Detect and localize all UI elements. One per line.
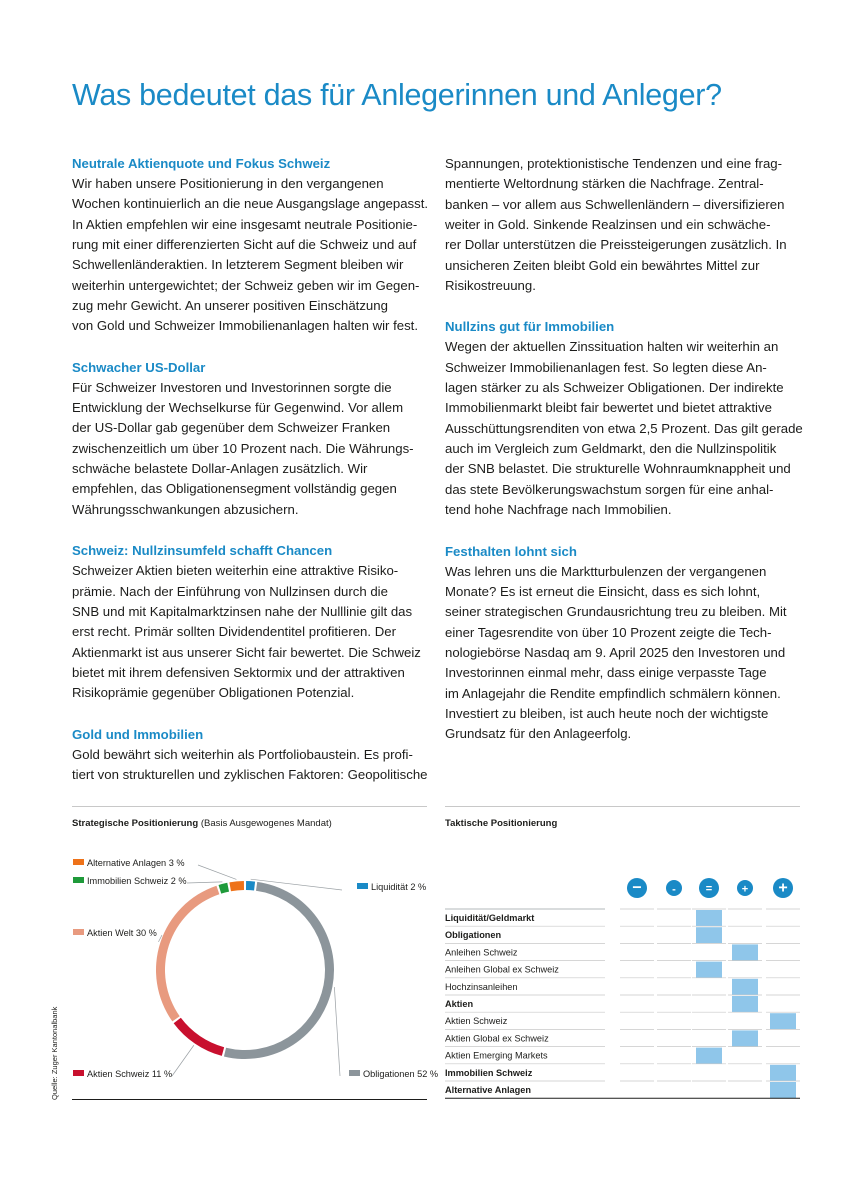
donut-slice-liquidität-2 [246, 881, 255, 891]
section-paragraph [72, 745, 432, 786]
paragraph-line: Spannungen, protektionistische Tendenzen und eine frag- [445, 156, 783, 171]
legend-swatch-alternative-anlagen-3 [73, 859, 84, 865]
page-title: Was bedeutet das für Anlegerinnen und Anleger? [72, 78, 722, 112]
position-cell-liquidität-geldmarkt [696, 910, 722, 926]
legend-swatch-aktien-welt-30 [73, 929, 84, 935]
paragraph-line: auch im Vergleich zum Geldmarkt, den die Nullzinspolitik [445, 441, 777, 457]
row-label-alternative-anlagen: Alternative Anlagen [445, 1085, 531, 1095]
row-label-aktien: Aktien [445, 999, 474, 1009]
scale-icon-symbol-1: - [672, 883, 676, 896]
section-heading: Schweiz: Nullzinsumfeld schafft Chancen [72, 543, 333, 559]
paragraph-line: rung mit einer differenzierten Sicht auf die Schweiz und auf [72, 237, 417, 253]
right-section-1 [445, 317, 805, 520]
paragraph-line: Was lehren uns die Marktturbulenzen der vergangenen [445, 563, 767, 579]
legend-swatch-liquidität-2 [357, 883, 368, 889]
paragraph-line: im Anlagejahr die Rendite empfindlich schmälern können. [445, 685, 781, 701]
legend-label-immobilien-schweiz-2: Immobilien Schweiz 2 % [87, 876, 187, 886]
donut-slice-aktien-schweiz-11 [174, 1018, 225, 1056]
paragraph-line: Investorinnen einmal mehr, dass einige verpasste Tage [445, 665, 767, 681]
paragraph-line: weiterhin untergewichtet; der Schweiz geben wir im Gegen- [72, 277, 420, 293]
position-cell-aktien [732, 996, 758, 1012]
paragraph-line: Monate? Es ist erneut die Einsicht, dass es sich lohnt, [445, 583, 761, 599]
legend-label-liquidität-2: Liquidität 2 % [371, 882, 427, 892]
legend-label-alternative-anlagen-3: Alternative Anlagen 3 % [87, 858, 185, 868]
position-cell-hochzinsanleihen [732, 979, 758, 995]
row-label-aktien-emerging-markets: Aktien Emerging Markets [445, 1050, 548, 1061]
paragraph-line: Immobilienmarkt bleibt fair bewertet und bietet attraktive [445, 400, 772, 416]
position-cell-immobilien-schweiz [770, 1065, 796, 1081]
paragraph-line: Schweizer Aktien bieten weiterhin eine attraktive Risiko- [72, 563, 399, 579]
text-column-right [445, 154, 805, 766]
strategic-chart-title [72, 818, 332, 829]
row-label-immobilien-schweiz: Immobilien Schweiz [445, 1067, 533, 1078]
paragraph-line: weiter in Gold. Sinkende Realzinsen und ein schwäche- [445, 217, 771, 233]
tactical-chart-title-main: Taktische Positionierung [445, 818, 558, 829]
paragraph-line: bietet mit ihrem defensiven Sektormix und der attraktiven [72, 664, 405, 680]
row-label-liquidität-geldmarkt: Liquidität/Geldmarkt [445, 913, 535, 923]
leader-line-obligationen-52 [334, 987, 340, 1076]
section-paragraph [445, 562, 805, 745]
paragraph-line: lagen stärker zu als Schweizer Obligationen. Der indirekte [445, 380, 784, 396]
donut-slice-immobilien-schweiz-2 [219, 883, 230, 894]
paragraph-line: zwischenzeitlich um über 10 Prozent nach. Die Währungs- [72, 440, 414, 456]
paragraph-line: SNB und mit Kapitalmarktzinsen nahe der Nulllinie gilt das [72, 603, 413, 619]
paragraph-line: Währungsschwankungen abzusichern. [72, 501, 299, 517]
legend-swatch-obligationen-52 [349, 1070, 360, 1076]
paragraph-line: Ausschüttungsrenditen von etwa 2,5 Prozent. Das gilt gerade [445, 420, 803, 436]
divider-right [445, 806, 800, 807]
text-column-left [72, 154, 432, 806]
donut-slice-aktien-welt-30 [156, 886, 219, 1022]
row-label-hochzinsanleihen: Hochzinsanleihen [445, 981, 518, 992]
paragraph-line: Für Schweizer Investoren und Investorinnen sorgte die [72, 379, 392, 395]
paragraph-line: rer Dollar unterstützen die Preissteigerungen zusätzlich. In [445, 237, 787, 253]
left-section-1 [72, 358, 432, 520]
legend-label-aktien-schweiz-11: Aktien Schweiz 11 % [87, 1069, 173, 1079]
paragraph-line: Aktienmarkt ist aus unserer Sicht fair bewertet. Die Schweiz [72, 644, 421, 660]
row-label-obligationen: Obligationen [445, 930, 502, 941]
paragraph-line: Wir haben unsere Positionierung in den vergangenen [72, 176, 384, 191]
legend-swatch-immobilien-schweiz-2 [73, 877, 84, 883]
paragraph-line: das stete Bevölkerungswachstum sorgen für eine anhal- [445, 481, 774, 497]
section-paragraph [445, 337, 805, 520]
left-section-0 [72, 154, 432, 337]
paragraph-line: empfehlen, das Obligationensegment vollständig gegen [72, 481, 397, 497]
paragraph-line: Schwellenländeraktien. In letzterem Segment bleiben wir [72, 257, 404, 273]
section-heading: Schwacher US-Dollar [72, 359, 206, 375]
donut-slice-alternative-anlagen-3 [229, 881, 244, 891]
paragraph-line: seiner strategischen Grundausrichtung treu zu bleiben. Mit [445, 604, 787, 620]
legend-label-aktien-welt-30: Aktien Welt 30 % [87, 928, 157, 938]
paragraph-line: In Aktien empfehlen wir eine insgesamt neutrale Positionie- [72, 216, 418, 232]
row-label-anleihen-global-ex-schweiz: Anleihen Global ex Schweiz [445, 964, 559, 975]
chart-baseline [72, 1099, 427, 1100]
section-heading: Festhalten lohnt sich [445, 543, 577, 559]
paragraph-line: von Gold und Schweizer Immobilienanlagen halten wir fest. [72, 318, 418, 334]
donut-slice-obligationen-52 [224, 882, 334, 1059]
paragraph-line: Risikostreuung. [445, 278, 536, 294]
left-section-3 [72, 725, 432, 786]
paragraph-line: banken – vor allem aus Schwellenländern – diversifizieren [445, 196, 785, 212]
scale-icon-symbol-0: − [632, 879, 642, 897]
row-label-anleihen-schweiz: Anleihen Schweiz [445, 947, 518, 958]
paragraph-line: Wegen der aktuellen Zinssituation halten wir weiterhin an [445, 339, 779, 355]
paragraph-line: Gold bewährt sich weiterhin als Portfoliobaustein. Es profi- [72, 746, 413, 762]
position-cell-anleihen-schweiz [732, 944, 758, 960]
position-cell-aktien-global-ex-schweiz [732, 1030, 758, 1046]
leader-line-aktien-schweiz-11 [172, 1045, 194, 1076]
left-section-2 [72, 541, 432, 703]
leader-line-alternative-anlagen-3 [198, 865, 236, 879]
section-paragraph [72, 174, 432, 337]
right-section-2 [445, 542, 805, 745]
row-label-aktien-schweiz: Aktien Schweiz [445, 1016, 508, 1027]
paragraph-line: prämie. Nach der Einführung von Nullzinsen durch die [72, 583, 388, 599]
strategic-donut-chart [60, 845, 440, 1105]
paragraph-line: schwäche belastete Dollar-Anlagen zusätzlich. Wir [72, 461, 368, 477]
paragraph-line: unsicheren Zeiten bleibt Gold ein bewährtes Mittel zur [445, 257, 760, 273]
tactical-grid [445, 875, 800, 1105]
paragraph-line: der US-Dollar gab gegenüber dem Schweizer Franken [72, 420, 391, 436]
legend-swatch-aktien-schweiz-11 [73, 1070, 84, 1076]
paragraph-line: Wochen kontinuierlich an die neue Ausgangslage angepasst. [72, 196, 429, 212]
position-cell-aktien-schweiz [770, 1013, 796, 1029]
scale-icon-symbol-3: + [741, 883, 749, 896]
section-heading: Gold und Immobilien [72, 726, 204, 742]
row-label-aktien-global-ex-schweiz: Aktien Global ex Schweiz [445, 1033, 549, 1044]
section-heading: Nullzins gut für Immobilien [445, 319, 615, 335]
scale-icon-symbol-4: + [778, 879, 788, 897]
paragraph-line: Entwicklung der Wechselkurse für Gegenwind. Vor allem [72, 400, 404, 416]
source-note: Quelle: Zuger Kantonalbank [50, 1006, 59, 1100]
section-paragraph [72, 378, 432, 520]
paragraph-line: tiert von strukturellen und zyklischen Faktoren: Geopolitische [72, 766, 428, 782]
position-cell-anleihen-global-ex-schweiz [696, 962, 722, 978]
paragraph-line: mentierte Weltordnung stärken die Nachfrage. Zentral- [445, 176, 764, 192]
paragraph-line: Grundsatz für den Anlageerfolg. [445, 726, 632, 742]
position-cell-aktien-emerging-markets [696, 1048, 722, 1064]
paragraph-line: einer Tagesrendite von über 10 Prozent zeigte die Tech- [445, 624, 772, 640]
paragraph-line: der SNB belastet. Die strukturelle Wohnraumknappheit und [445, 461, 791, 477]
tactical-chart-title [445, 818, 557, 829]
section-paragraph [72, 561, 432, 703]
section-heading: Neutrale Aktienquote und Fokus Schweiz [72, 156, 331, 171]
strategic-chart-subtitle: (Basis Ausgewogenes Mandat) [200, 818, 332, 829]
paragraph-line: Risikoprämie gegenüber Obligationen Potenzial. [72, 685, 355, 701]
paragraph-line: zug mehr Gewicht. An unserer positiven Einschätzung [72, 298, 388, 314]
scale-icon-symbol-2: = [705, 883, 713, 895]
paragraph-line: erst recht. Primär sollten Dividendentitel profitieren. Der [72, 624, 396, 640]
position-cell-alternative-anlagen [770, 1082, 796, 1098]
position-cell-obligationen [696, 927, 722, 943]
paragraph-line: Schweizer Immobilienanlagen fest. So legten diese An- [445, 359, 767, 375]
strategic-chart-title-main: Strategische Positionierung [72, 818, 199, 829]
right-section-0 [445, 154, 805, 296]
legend-label-obligationen-52: Obligationen 52 % [363, 1069, 439, 1079]
divider-left [72, 806, 427, 807]
leader-line-immobilien-schweiz-2 [187, 882, 222, 883]
paragraph-line: nologiebörse Nasdaq am 9. April 2025 den Investoren und [445, 644, 786, 660]
paragraph-line: tend hohe Nachfrage nach Immobilien. [445, 502, 672, 518]
paragraph-line: Investiert zu bleiben, ist auch heute noch der wichtigste [445, 705, 769, 721]
section-paragraph [445, 154, 805, 296]
